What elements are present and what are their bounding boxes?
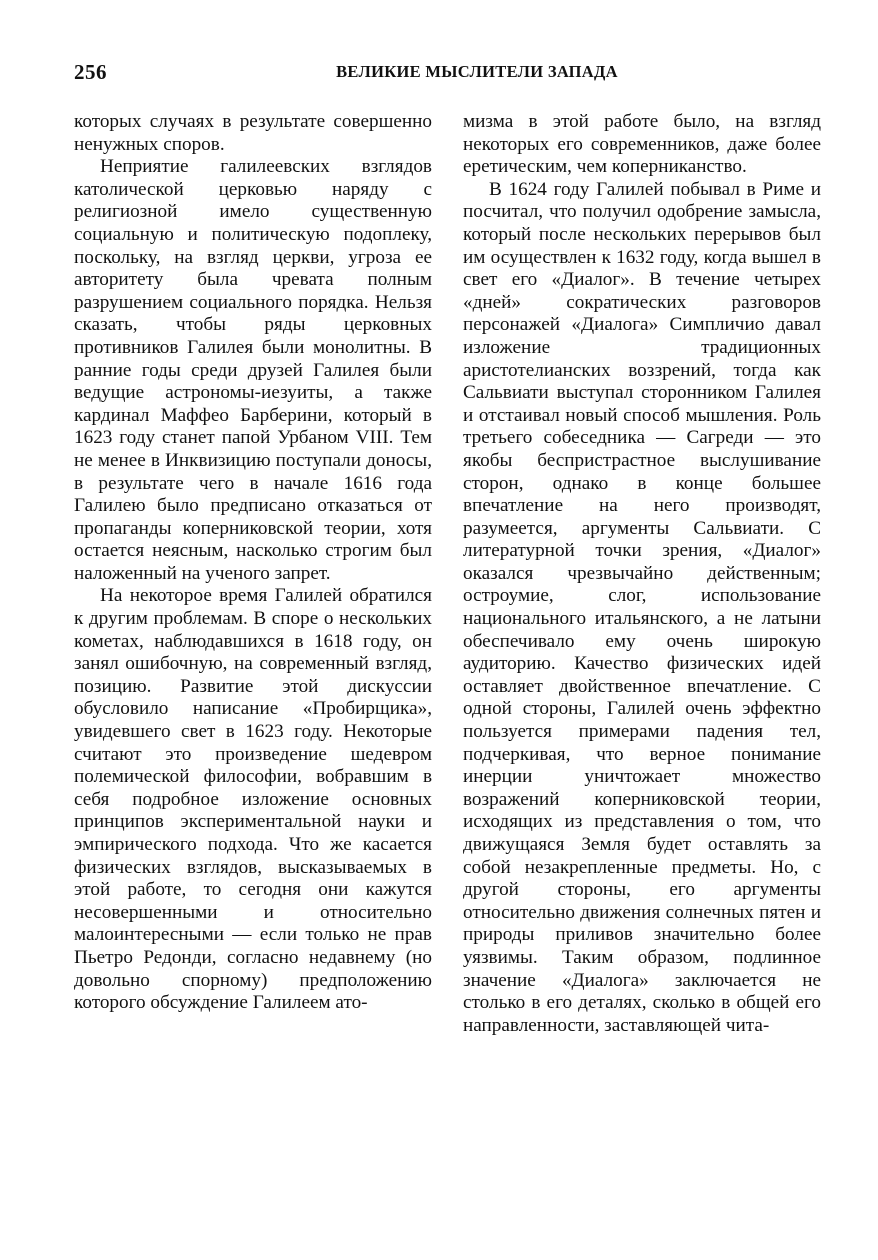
page-number: 256 bbox=[74, 60, 107, 84]
paragraph: Неприятие галилеевских взглядов католической церковью наряду с религиозной имело существенную социальную и политическую подоплеку, поскольку, на взгляд церкви, угроза ее авторитету была чревата полным разрушением социального порядка. Нельзя сказать, чтобы ряды церковных противников Галилея были монолитны. В ранние годы среди друзей Галилея были ведущие астрономы-иезуиты, а также кардинал Маффео Барберини, который в 1623 году станет папой Урбаном VIII. Тем не менее в Инквизицию поступали доносы, в результате чего в начале 1616 года Галилею было предписано отказаться от пропаганды коперниковской теории, хотя остается неясным, насколько строгим был наложенный на ученого запрет. bbox=[74, 156, 432, 584]
right-column bbox=[463, 111, 821, 1037]
left-column bbox=[74, 111, 432, 1015]
paragraph: мизма в этой работе было, на взгляд некоторых его современников, даже более еретическим, чем коперниканство. bbox=[463, 111, 821, 178]
running-title: ВЕЛИКИЕ МЫСЛИТЕЛИ ЗАПАДА bbox=[336, 62, 618, 81]
paragraph: которых случаях в результате совершенно ненужных споров. bbox=[74, 111, 432, 155]
page-header bbox=[74, 60, 820, 90]
paragraph: На некоторое время Галилей обратился к другим проблемам. В споре о нескольких кометах, наблюдавшихся в 1618 году, он занял ошибочную, на современный взгляд, позицию. Развитие этой дискуссии обусловило написание «Пробирщика», увидевшего свет в 1623 году. Некоторые считают это произведение шедевром полемической философии, вобравшим в себя подробное изложение основных принципов экспериментальной науки и эмпирического подхода. Что же касается физических взглядов, высказываемых в этой работе, то сегодня они кажутся несовершенными и относительно малоинтересными — если только не прав Пьетро Редонди, согласно недавнему (но довольно спорному) предположению которого обсуждение Галилеем ато- bbox=[74, 585, 432, 1014]
paragraph: В 1624 году Галилей побывал в Риме и посчитал, что получил одобрение замысла, который после нескольких перерывов был им осуществлен к 1632 году, когда вышел в свет его «Диалог». В течение четырех «дней» сократических разговоров персонажей «Диалога» Симпличио давал изложение традиционных аристотелианских воззрений, тогда как Сальвиати выступал сторонником Галилея и отстаивал новый способ мышления. Роль третьего собеседника — Сагреди — это якобы беспристрастное выслушивание сторон, однако в конце большее впечатление на него производят, разумеется, аргументы Сальвиати. С литературной точки зрения, «Диалог» оказался чрезвычайно действенным; остроумие, слог, использование национального итальянского, а не латыни обеспечивало ему очень широкую аудиторию. Качество физических идей оставляет двойственное впечатление. С одной стороны, Галилей очень эффектно пользуется примерами падения тел, подчеркивая, что верное понимание инерции уничтожает множество возражений коперниковской теории, исходящих из представления о том, что движущаяся Земля будет оставлять за собой незакрепленные предметы. Но, с другой стороны, его аргументы относительно движения солнечных пятен и природы приливов значительно более уязвимы. Таким образом, подлинное значение «Диалога» заключается не столько в его деталях, сколько в общей его направленности, заставляющей чита- bbox=[463, 178, 821, 1036]
